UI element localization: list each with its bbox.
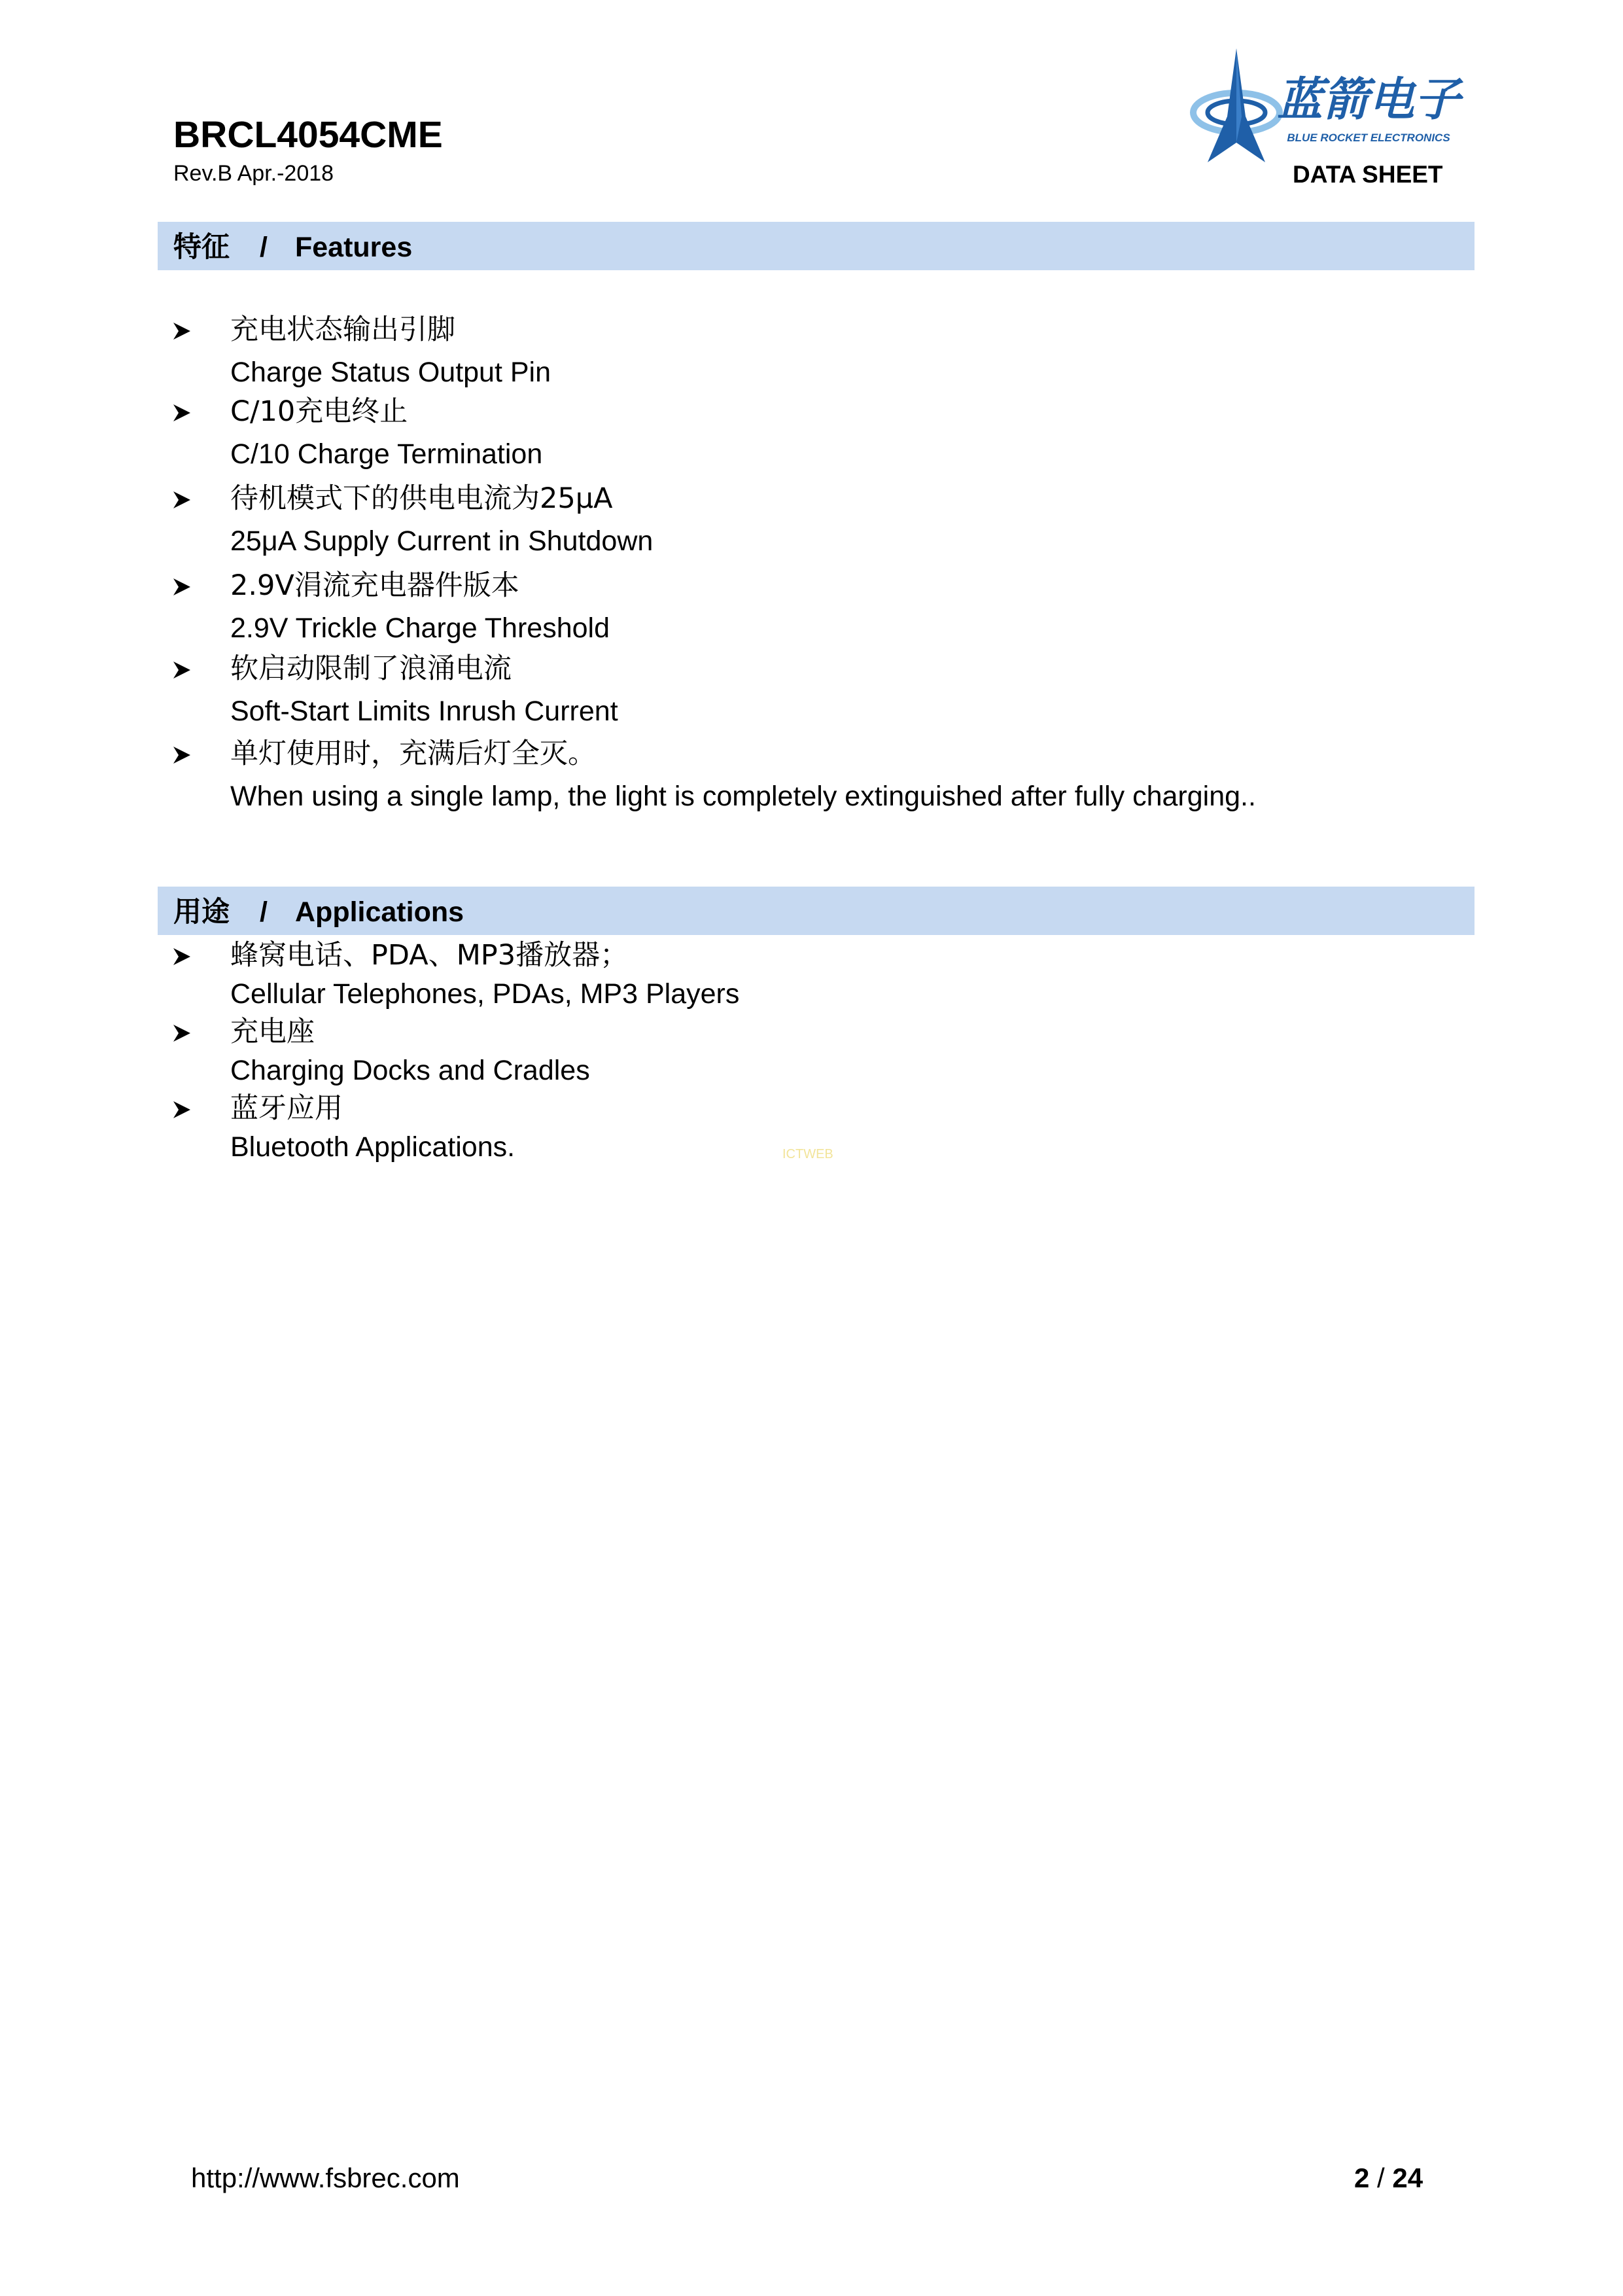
feature-item-en: Charge Status Output Pin bbox=[230, 357, 551, 388]
bullet-arrow-icon bbox=[172, 947, 192, 966]
bullet-arrow-icon bbox=[172, 403, 192, 423]
page-separator: / bbox=[1377, 2163, 1385, 2193]
feature-item-en: When using a single lamp, the light is completely extinguished after fully charging.. bbox=[230, 781, 1256, 812]
page-current: 2 bbox=[1354, 2163, 1370, 2193]
feature-item-cn: 软启动限制了浪涌电流 bbox=[230, 652, 512, 685]
applications-section-header bbox=[158, 887, 1475, 935]
applications-title-en: Applications bbox=[295, 896, 464, 928]
feature-item-cn: 2.9V涓流充电器件版本 bbox=[230, 569, 519, 602]
application-item-en: Bluetooth Applications. bbox=[230, 1131, 515, 1163]
application-item-en: Charging Docks and Cradles bbox=[230, 1055, 590, 1086]
bullet-arrow-icon bbox=[172, 577, 192, 597]
feature-item-cn: 单灯使用时，充满后灯全灭。 bbox=[230, 737, 596, 770]
page-number bbox=[1354, 2164, 1423, 2192]
application-item-cn: 蓝牙应用 bbox=[230, 1092, 343, 1125]
logo-en-text: BLUE ROCKET ELECTRONICS bbox=[1287, 132, 1450, 144]
bullet-arrow-icon bbox=[172, 660, 192, 680]
feature-item-cn: C/10充电终止 bbox=[230, 395, 408, 428]
feature-item-en: Soft-Start Limits Inrush Current bbox=[230, 696, 618, 727]
application-item-cn: 蜂窝电话、PDA、MP3播放器； bbox=[230, 939, 629, 972]
features-title-cn: 特征 bbox=[173, 231, 230, 264]
watermark: ICTWEB bbox=[782, 1147, 833, 1161]
feature-item-en: 25μA Supply Current in Shutdown bbox=[230, 525, 654, 557]
logo-cn-text: 蓝箭电子 bbox=[1277, 73, 1460, 126]
footer-website-link[interactable]: http://www.fsbrec.com bbox=[191, 2163, 460, 2193]
document-title: BRCL4054CME bbox=[173, 114, 443, 156]
bullet-arrow-icon bbox=[172, 1100, 192, 1120]
feature-item-en: 2.9V Trickle Charge Threshold bbox=[230, 612, 610, 644]
features-separator: / bbox=[260, 232, 268, 263]
bullet-arrow-icon bbox=[172, 321, 192, 341]
feature-item-en: C/10 Charge Termination bbox=[230, 438, 543, 470]
feature-item-cn: 待机模式下的供电电流为25μA bbox=[230, 482, 613, 515]
applications-title-cn: 用途 bbox=[173, 896, 230, 928]
document-revision: Rev.B Apr.-2018 bbox=[173, 161, 334, 186]
features-section-header bbox=[158, 222, 1475, 270]
application-item-cn: 充电座 bbox=[230, 1016, 315, 1048]
bullet-arrow-icon bbox=[172, 745, 192, 765]
page-total: 24 bbox=[1392, 2163, 1423, 2193]
feature-item-cn: 充电状态输出引脚 bbox=[230, 313, 455, 346]
features-title-en: Features bbox=[295, 232, 413, 263]
applications-separator: / bbox=[260, 896, 268, 928]
bullet-arrow-icon bbox=[172, 1023, 192, 1043]
bullet-arrow-icon bbox=[172, 490, 192, 510]
blue-rocket-logo bbox=[1184, 44, 1472, 169]
application-item-en: Cellular Telephones, PDAs, MP3 Players bbox=[230, 978, 740, 1010]
datasheet-label: DATA SHEET bbox=[1293, 161, 1443, 188]
